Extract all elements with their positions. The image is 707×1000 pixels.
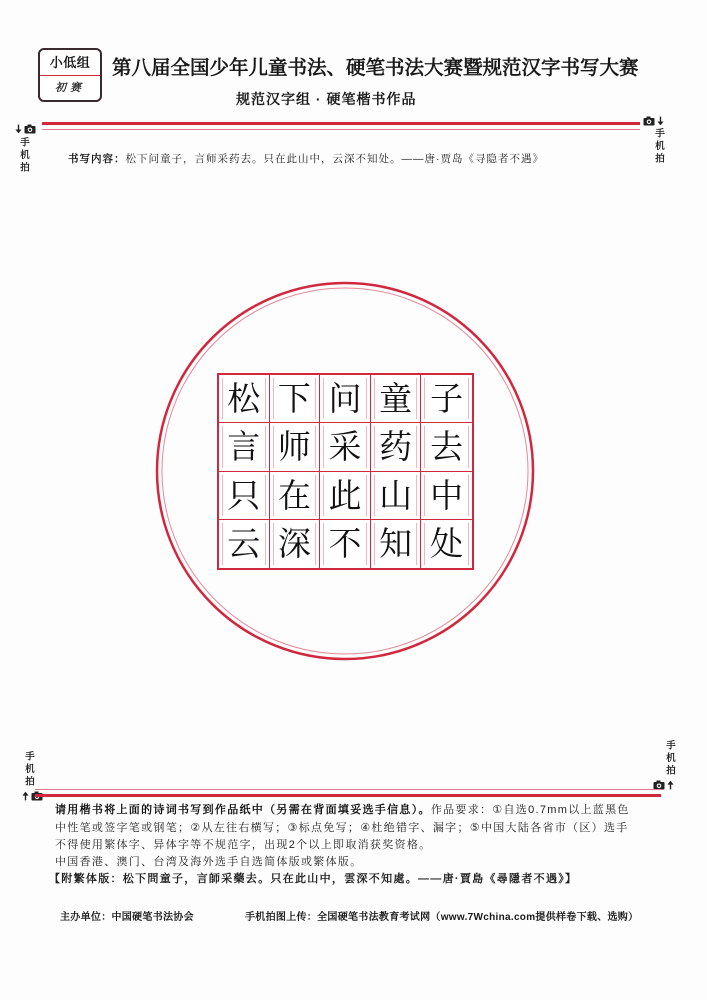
grid-cell: 去 (421, 423, 472, 471)
top-divider-thin-line (42, 129, 640, 130)
grid-cell: 采 (320, 423, 371, 471)
grid-cell: 言 (219, 423, 270, 471)
grid-cell: 童 (371, 375, 422, 423)
instructions-line-4: 中国香港、澳门、台湾及海外选手自选简体版或繁体版。 (55, 856, 363, 868)
grid-cell: 松 (219, 375, 270, 423)
grid-cell: 子 (421, 375, 472, 423)
organizer-text: 主办单位：中国硬笔书法协会 (60, 912, 194, 923)
top-divider-thick-line (42, 122, 640, 125)
bottom-divider-thick-line (35, 794, 661, 797)
writing-content-text: 松下问童子，言师采药去。只在此山中，云深不知处。——唐·贾岛《寻隐者不遇》 (125, 153, 544, 165)
grid-cell: 问 (320, 375, 371, 423)
photo-mark-label: 手机拍 (23, 751, 34, 789)
instructions-line-3: 不得使用繁体字、异体字等不规范字，出现2个以上即取消获奖资格。 (55, 839, 432, 851)
grid-cell: 此 (320, 472, 371, 520)
grid-cell: 只 (219, 472, 270, 520)
traditional-version-note: 【附繁体版：松下問童子，言師采藥去。只在此山中，雲深不知處。——唐·賈島《尋隱者不遇》】 (49, 873, 578, 885)
bottom-divider-thin-line (35, 789, 661, 790)
grid-cell: 云 (219, 520, 270, 568)
instructions-line-1 (55, 801, 630, 817)
writing-content-label: 书写内容： (68, 153, 126, 165)
grid-cell: 下 (270, 375, 321, 423)
photo-mark-label: 手机拍 (653, 128, 664, 166)
instructions-lead: 请用楷书将上面的诗词书写到作品纸中（另需在背面填妥选手信息）。 (55, 804, 431, 816)
grid-cell: 处 (421, 520, 472, 568)
group-label: 小低组 (40, 50, 100, 76)
camera-icon (24, 124, 36, 134)
grid-cell: 在 (270, 472, 321, 520)
category-subtitle: 规范汉字组 · 硬笔楷书作品 (236, 91, 417, 107)
grid-cell: 知 (371, 520, 422, 568)
writing-grid (217, 373, 474, 570)
grid-cell: 药 (371, 423, 422, 471)
photo-mark-label: 手机拍 (18, 137, 29, 175)
top-divider (42, 122, 640, 131)
arrow-down-icon (15, 124, 22, 134)
grid-cell: 师 (270, 423, 321, 471)
arrow-up-icon (22, 791, 29, 801)
writing-content-line (68, 151, 544, 166)
stage-label: 初赛 (55, 81, 85, 94)
photo-mark-top-left-icons (15, 124, 36, 134)
instructions-line-2: 中性笔或签字笔或钢笔；②从左往右横写；③标点免写；④杜绝错字、漏字；⑤中国大陆各省市（区）选手 (55, 822, 629, 834)
arrow-down-icon (657, 116, 664, 126)
bottom-divider (35, 789, 661, 798)
camera-icon (643, 116, 655, 126)
grid-cell: 不 (320, 520, 371, 568)
grid-cell: 中 (421, 472, 472, 520)
photo-mark-top-right-icons (643, 116, 664, 126)
grid-cell: 深 (270, 520, 321, 568)
upload-info-text: 手机拍图上传：全国硬笔书法教育考试网（www.7Wchina.com提供样卷下载、选购） (245, 912, 639, 923)
instructions-requirements-start: 作品要求：①自选0.7mm以上蓝黑色 (430, 804, 630, 816)
grid-cell: 山 (371, 472, 422, 520)
group-badge (38, 48, 102, 102)
photo-mark-label: 手机拍 (664, 740, 675, 778)
competition-title: 第八届全国少年儿童书法、硬笔书法大赛暨规范汉字书写大赛 (112, 57, 639, 79)
arrow-up-icon (667, 780, 674, 790)
